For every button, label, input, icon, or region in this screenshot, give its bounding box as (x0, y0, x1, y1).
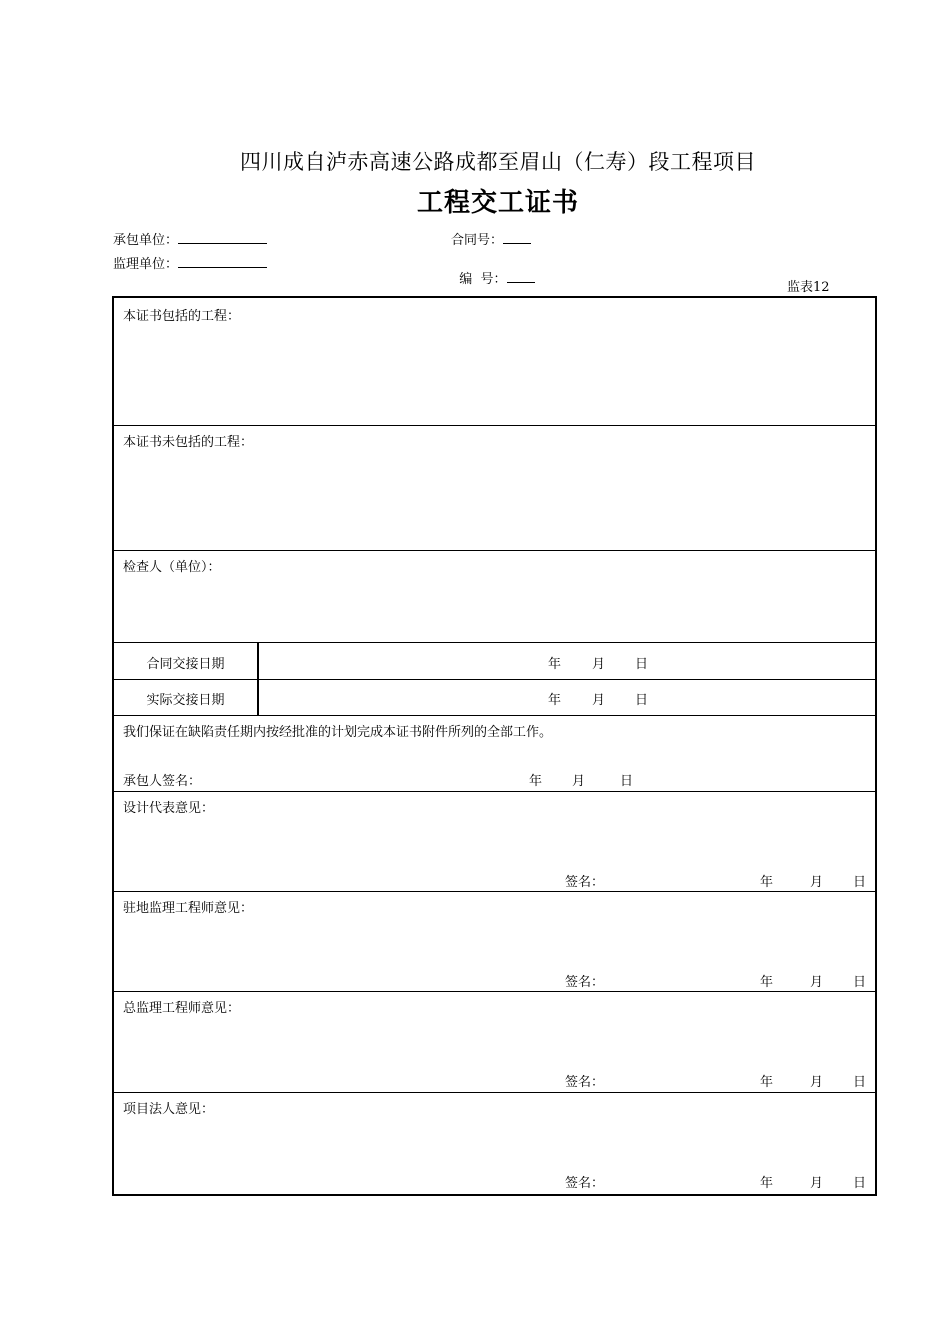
contractor-signature-label: 承包人签名： (123, 774, 202, 789)
design-rep-month: 月 (810, 875, 824, 890)
serial-no-label: 编 号： (459, 272, 507, 287)
contractor-sign-year: 年 (529, 774, 543, 789)
contractor-label: 承包单位： (113, 233, 179, 248)
design-rep-signature-label: 签名： (565, 875, 605, 890)
chief-supervisor-month: 月 (810, 1075, 824, 1090)
chief-supervisor-opinion-label: 总监理工程师意见： (123, 1001, 241, 1016)
row-divider (114, 1092, 875, 1093)
project-legal-signature-label: 签名： (565, 1176, 605, 1191)
row-divider (114, 991, 875, 992)
row-divider (114, 425, 875, 426)
included-works-label: 本证书包括的工程： (123, 309, 241, 324)
project-legal-day: 日 (853, 1176, 867, 1191)
contract-no-blank[interactable] (503, 242, 531, 244)
contract-handover-day: 日 (635, 657, 649, 672)
row-divider (114, 679, 875, 680)
form-code: 监表12 (787, 280, 830, 295)
supervisor-label: 监理单位： (113, 257, 179, 272)
resident-supervisor-month: 月 (810, 975, 824, 990)
actual-handover-month: 月 (592, 693, 606, 708)
design-rep-year: 年 (760, 875, 774, 890)
serial-no-field (451, 253, 535, 287)
row-divider (114, 715, 875, 716)
date-column-divider (257, 642, 259, 715)
design-rep-opinion-label: 设计代表意见： (123, 801, 215, 816)
contractor-field (113, 229, 267, 248)
row-divider (114, 891, 875, 892)
project-legal-year: 年 (760, 1176, 774, 1191)
contract-handover-date-label: 合同交接日期 (146, 657, 225, 672)
resident-supervisor-year: 年 (760, 975, 774, 990)
supervisor-blank[interactable] (178, 266, 267, 268)
actual-handover-date-label: 实际交接日期 (146, 693, 225, 708)
contract-handover-month: 月 (592, 657, 606, 672)
resident-supervisor-opinion-label: 驻地监理工程师意见： (123, 901, 254, 916)
serial-no-blank[interactable] (507, 281, 535, 283)
chief-supervisor-signature-label: 签名： (565, 1075, 605, 1090)
contract-no-label: 合同号： (451, 233, 504, 248)
actual-handover-day: 日 (635, 693, 649, 708)
inspector-label: 检查人（单位）： (123, 560, 221, 575)
contractor-sign-month: 月 (572, 774, 586, 789)
contract-no-field (451, 229, 531, 248)
row-divider (114, 550, 875, 551)
excluded-works-label: 本证书未包括的工程： (123, 435, 254, 450)
chief-supervisor-year: 年 (760, 1075, 774, 1090)
guarantee-text: 我们保证在缺陷责任期内按经批准的计划完成本证书附件所列的全部工作。 (123, 725, 553, 740)
certificate-table (112, 296, 877, 1196)
contractor-blank[interactable] (178, 242, 267, 244)
contract-handover-year: 年 (548, 657, 562, 672)
resident-supervisor-day: 日 (853, 975, 867, 990)
supervisor-field (113, 253, 267, 272)
row-divider (114, 791, 875, 792)
project-title: 四川成自泸赤高速公路成都至眉山（仁寿）段工程项目 (240, 150, 756, 174)
contractor-sign-day: 日 (620, 774, 634, 789)
design-rep-day: 日 (853, 875, 867, 890)
project-legal-month: 月 (810, 1176, 824, 1191)
row-divider (114, 642, 875, 643)
chief-supervisor-day: 日 (853, 1075, 867, 1090)
document-title: 工程交工证书 (416, 188, 579, 218)
resident-supervisor-signature-label: 签名： (565, 975, 605, 990)
project-legal-opinion-label: 项目法人意见： (123, 1102, 215, 1117)
actual-handover-year: 年 (548, 693, 562, 708)
